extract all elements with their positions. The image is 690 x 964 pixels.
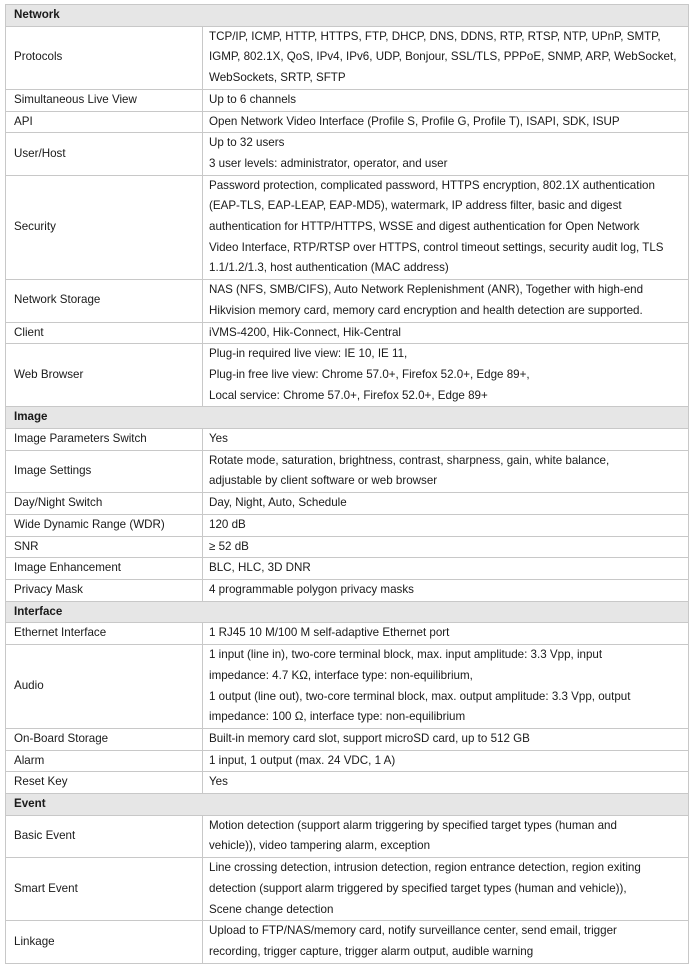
spec-label: Network Storage <box>6 280 203 322</box>
spec-value-line: TCP/IP, ICMP, HTTP, HTTPS, FTP, DHCP, DNS, DDNS, RTP, RTSP, NTP, UPnP, SMTP, <box>209 29 661 43</box>
spec-value-line: vehicle)), video tampering alarm, exception <box>209 839 431 853</box>
spec-value <box>203 322 689 344</box>
spec-label: Reset Key <box>6 772 203 794</box>
spec-label: Client <box>6 322 203 344</box>
spec-value <box>203 558 689 580</box>
spec-value-line: 1 RJ45 10 M/100 M self-adaptive Ethernet port <box>209 626 450 640</box>
spec-value-line: Built-in memory card slot, support microSD card, up to 512 GB <box>209 731 530 745</box>
spec-value-line: Local service: Chrome 57.0+, Firefox 52.0+, Edge 89+ <box>209 388 488 402</box>
spec-value-line: ≥ 52 dB <box>209 539 249 553</box>
spec-label: SNR <box>6 536 203 558</box>
spec-value-line: (EAP-TLS, EAP-LEAP, EAP-MD5), watermark, IP address filter, basic and digest <box>209 199 622 213</box>
table-row <box>6 26 689 89</box>
table-row <box>6 623 689 645</box>
spec-value-line: 1.1/1.2/1.3, host authentication (MAC address) <box>209 261 449 275</box>
table-row <box>6 344 689 407</box>
spec-value-line: Plug-in required live view: IE 10, IE 11, <box>209 347 408 361</box>
table-row <box>6 322 689 344</box>
section-title: Event <box>6 794 689 816</box>
table-row <box>6 89 689 111</box>
spec-label: Web Browser <box>6 344 203 407</box>
spec-value <box>203 89 689 111</box>
spec-value-line: Video Interface, RTP/RTSP over HTTPS, control timeout settings, security audit log, TLS <box>209 240 664 254</box>
spec-label: Image Settings <box>6 450 203 492</box>
spec-value-line: Open Network Video Interface (Profile S, Profile G, Profile T), ISAPI, SDK, ISUP <box>209 114 620 128</box>
spec-table-body <box>6 5 689 964</box>
spec-label: Simultaneous Live View <box>6 89 203 111</box>
spec-label: Protocols <box>6 26 203 89</box>
spec-value <box>203 728 689 750</box>
spec-value-line: Scene change detection <box>209 902 334 916</box>
table-row <box>6 429 689 451</box>
spec-value <box>203 921 689 963</box>
section-header-row <box>6 407 689 429</box>
spec-value <box>203 175 689 280</box>
table-row <box>6 579 689 601</box>
spec-value-line: 3 user levels: administrator, operator, and user <box>209 156 448 170</box>
spec-value-line: Motion detection (support alarm triggering by specified target types (human and <box>209 818 617 832</box>
table-row <box>6 815 689 857</box>
section-header-row <box>6 601 689 623</box>
table-row <box>6 493 689 515</box>
spec-value-line: Yes <box>209 432 228 446</box>
spec-value-line: recording, trigger capture, trigger alarm output, audible warning <box>209 944 534 958</box>
spec-value <box>203 750 689 772</box>
spec-value-line: Day, Night, Auto, Schedule <box>209 496 347 510</box>
spec-label: Basic Event <box>6 815 203 857</box>
section-header-row <box>6 5 689 27</box>
spec-value <box>203 493 689 515</box>
spec-value-line: authentication for HTTP/HTTPS, WSSE and digest authentication for Open Network <box>209 220 640 234</box>
table-row <box>6 450 689 492</box>
spec-label: Smart Event <box>6 858 203 921</box>
spec-value-line: adjustable by client software or web browser <box>209 474 438 488</box>
spec-table <box>5 4 689 964</box>
spec-value-line: BLC, HLC, 3D DNR <box>209 561 311 575</box>
spec-value <box>203 429 689 451</box>
spec-label: Day/Night Switch <box>6 493 203 515</box>
spec-value <box>203 133 689 175</box>
spec-value-line: impedance: 100 Ω, interface type: non-equilibrium <box>209 710 466 724</box>
spec-value <box>203 450 689 492</box>
spec-value <box>203 623 689 645</box>
spec-label: API <box>6 111 203 133</box>
spec-value <box>203 579 689 601</box>
table-row <box>6 645 689 729</box>
table-row <box>6 175 689 280</box>
spec-label: Alarm <box>6 750 203 772</box>
spec-label: Privacy Mask <box>6 579 203 601</box>
spec-value-line: WebSockets, SRTP, SFTP <box>209 71 346 85</box>
spec-label: Security <box>6 175 203 280</box>
table-row <box>6 536 689 558</box>
spec-value-line: IGMP, 802.1X, QoS, IPv4, IPv6, UDP, Bonjour, SSL/TLS, PPPoE, SNMP, ARP, WebSocket, <box>209 50 677 64</box>
spec-value-line: Rotate mode, saturation, brightness, contrast, sharpness, gain, white balance, <box>209 453 610 467</box>
table-row <box>6 772 689 794</box>
table-row <box>6 280 689 322</box>
spec-value-line: Upload to FTP/NAS/memory card, notify surveillance center, send email, trigger <box>209 924 617 938</box>
spec-label: Audio <box>6 645 203 729</box>
section-title: Image <box>6 407 689 429</box>
table-row <box>6 858 689 921</box>
spec-value <box>203 536 689 558</box>
spec-value-line: 120 dB <box>209 517 246 531</box>
section-title: Network <box>6 5 689 27</box>
spec-value-line: detection (support alarm triggered by specified target types (human and vehicle)), <box>209 881 627 895</box>
spec-label: Ethernet Interface <box>6 623 203 645</box>
table-row <box>6 514 689 536</box>
spec-value-line: Plug-in free live view: Chrome 57.0+, Firefox 52.0+, Edge 89+, <box>209 367 530 381</box>
section-title: Interface <box>6 601 689 623</box>
section-header-row <box>6 794 689 816</box>
spec-value <box>203 772 689 794</box>
spec-value-line: Line crossing detection, intrusion detection, region entrance detection, region exiting <box>209 861 641 875</box>
spec-value <box>203 815 689 857</box>
spec-label: Linkage <box>6 921 203 963</box>
spec-value <box>203 111 689 133</box>
spec-value-line: Up to 32 users <box>209 136 285 150</box>
table-row <box>6 728 689 750</box>
spec-label: On-Board Storage <box>6 728 203 750</box>
spec-value-line: NAS (NFS, SMB/CIFS), Auto Network Replenishment (ANR), Together with high-end <box>209 283 644 297</box>
spec-value <box>203 514 689 536</box>
spec-label: Wide Dynamic Range (WDR) <box>6 514 203 536</box>
spec-value-line: 1 input, 1 output (max. 24 VDC, 1 A) <box>209 753 396 767</box>
spec-value-line: Hikvision memory card, memory card encryption and health detection are supported. <box>209 303 643 317</box>
spec-value-line: 1 input (line in), two-core terminal block, max. input amplitude: 3.3 Vpp, input <box>209 648 603 662</box>
table-row <box>6 133 689 175</box>
spec-value-line: Up to 6 channels <box>209 92 297 106</box>
spec-value <box>203 858 689 921</box>
spec-value <box>203 344 689 407</box>
spec-value-line: impedance: 4.7 KΩ, interface type: non-equilibrium, <box>209 668 473 682</box>
table-row <box>6 558 689 580</box>
table-row <box>6 750 689 772</box>
spec-label: Image Parameters Switch <box>6 429 203 451</box>
spec-value-line: Yes <box>209 775 228 789</box>
spec-value <box>203 26 689 89</box>
spec-value-line: iVMS-4200, Hik-Connect, Hik-Central <box>209 325 402 339</box>
table-row <box>6 111 689 133</box>
spec-label: User/Host <box>6 133 203 175</box>
spec-value-line: Password protection, complicated password, HTTPS encryption, 802.1X authentication <box>209 178 655 192</box>
spec-value <box>203 280 689 322</box>
spec-value-line: 1 output (line out), two-core terminal block, max. output amplitude: 3.3 Vpp, output <box>209 689 631 703</box>
spec-value-line: 4 programmable polygon privacy masks <box>209 582 414 596</box>
table-row <box>6 921 689 963</box>
spec-label: Image Enhancement <box>6 558 203 580</box>
spec-value <box>203 645 689 729</box>
